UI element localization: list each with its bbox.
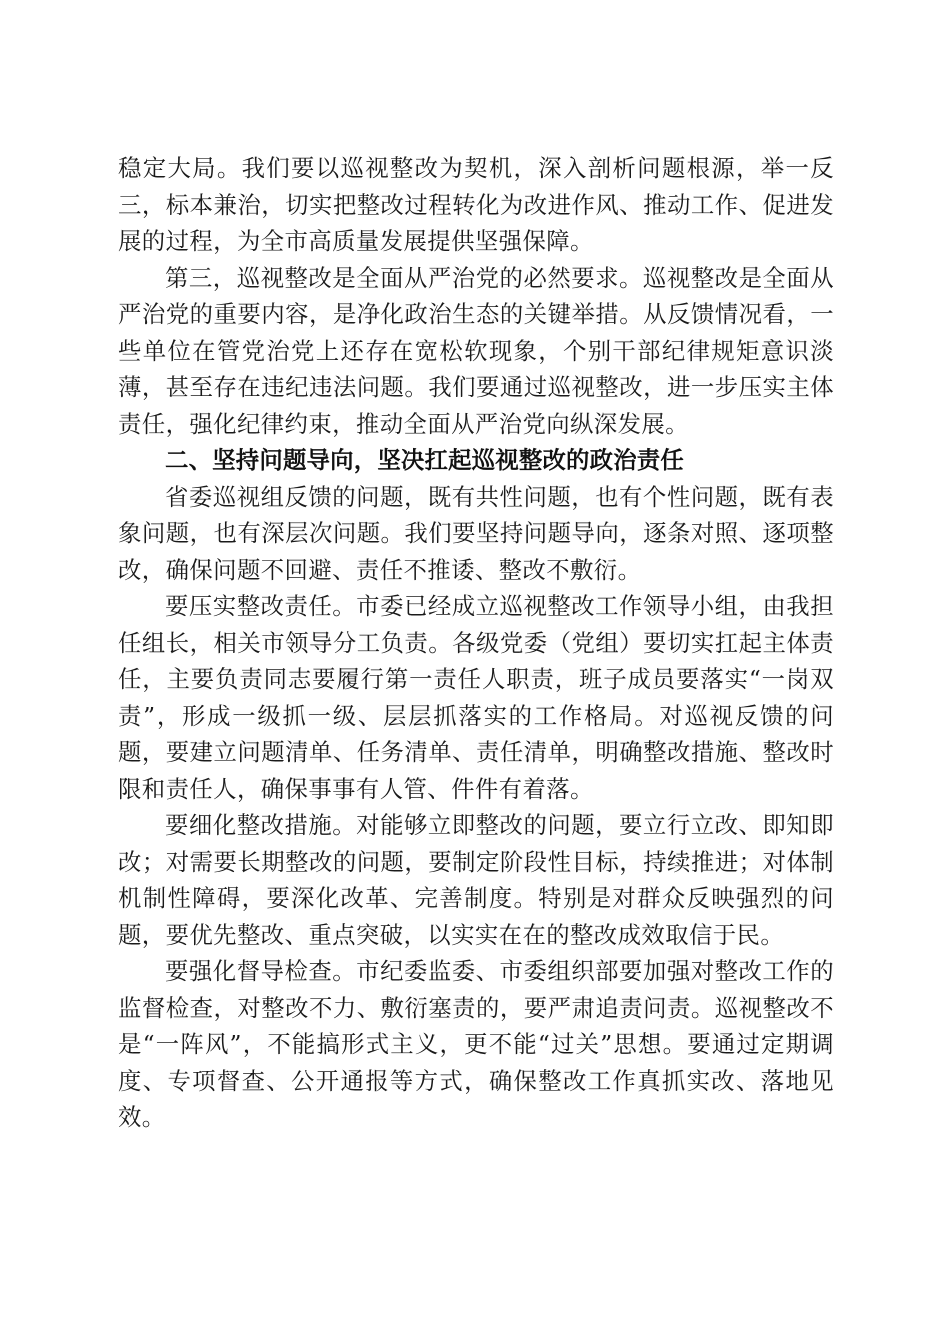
section-heading-2: 二、坚持问题导向，坚决扛起巡视整改的政治责任 xyxy=(165,446,684,474)
paragraph-supervision: 要强化督导检查。市纪委监委、市委组织部要加强对整改工作的监督检查，对整改不力、敷衍塞责的，要严肃追责问责。巡视整改不是“一阵风”，不能搞形式主义，更不能“过关”思想。要通过定期调度、专项督查、公开通报等方式，确保整改工作真抓实改、落地见效。 xyxy=(118,957,834,1131)
paragraph-problem-orientation: 省委巡视组反馈的问题，既有共性问题，也有个性问题，既有表象问题，也有深层次问题。我们要坚持问题导向，逐条对照、逐项整改，确保问题不回避、责任不推诿、整改不敷衍。 xyxy=(118,482,834,584)
paragraph-responsibility: 要压实整改责任。市委已经成立巡视整改工作领导小组，由我担任组长，相关市领导分工负责。各级党委（党组）要切实扛起主体责任，主要负责同志要履行第一责任人职责，班子成员要落实“一岗双责”，形成一级抓一级、层层抓落实的工作格局。对巡视反馈的问题，要建立问题清单、任务清单、责任清单，明确整改措施、整改时限和责任人，确保事事有人管、件件有着落。 xyxy=(118,592,834,803)
paragraph-continuation: 稳定大局。我们要以巡视整改为契机，深入剖析问题根源，举一反三，标本兼治，切实把整改过程转化为改进作风、推动工作、促进发展的过程，为全市高质量发展提供坚强保障。 xyxy=(118,154,834,255)
document-body xyxy=(118,150,834,1136)
paragraph-third-point: 第三，巡视整改是全面从严治党的必然要求。巡视整改是全面从严治党的重要内容，是净化政治生态的关键举措。从反馈情况看，一些单位在管党治党上还存在宽松软现象，个别干部纪律规矩意识淡薄，甚至存在违纪违法问题。我们要通过巡视整改，进一步压实主体责任，强化纪律约束，推动全面从严治党向纵深发展。 xyxy=(118,263,834,438)
paragraph-measures: 要细化整改措施。对能够立即整改的问题，要立行立改、即知即改；对需要长期整改的问题，要制定阶段性目标，持续推进；对体制机制性障碍，要深化改革、完善制度。特别是对群众反映强烈的问题，要优先整改、重点突破，以实实在在的整改成效取信于民。 xyxy=(118,811,834,949)
